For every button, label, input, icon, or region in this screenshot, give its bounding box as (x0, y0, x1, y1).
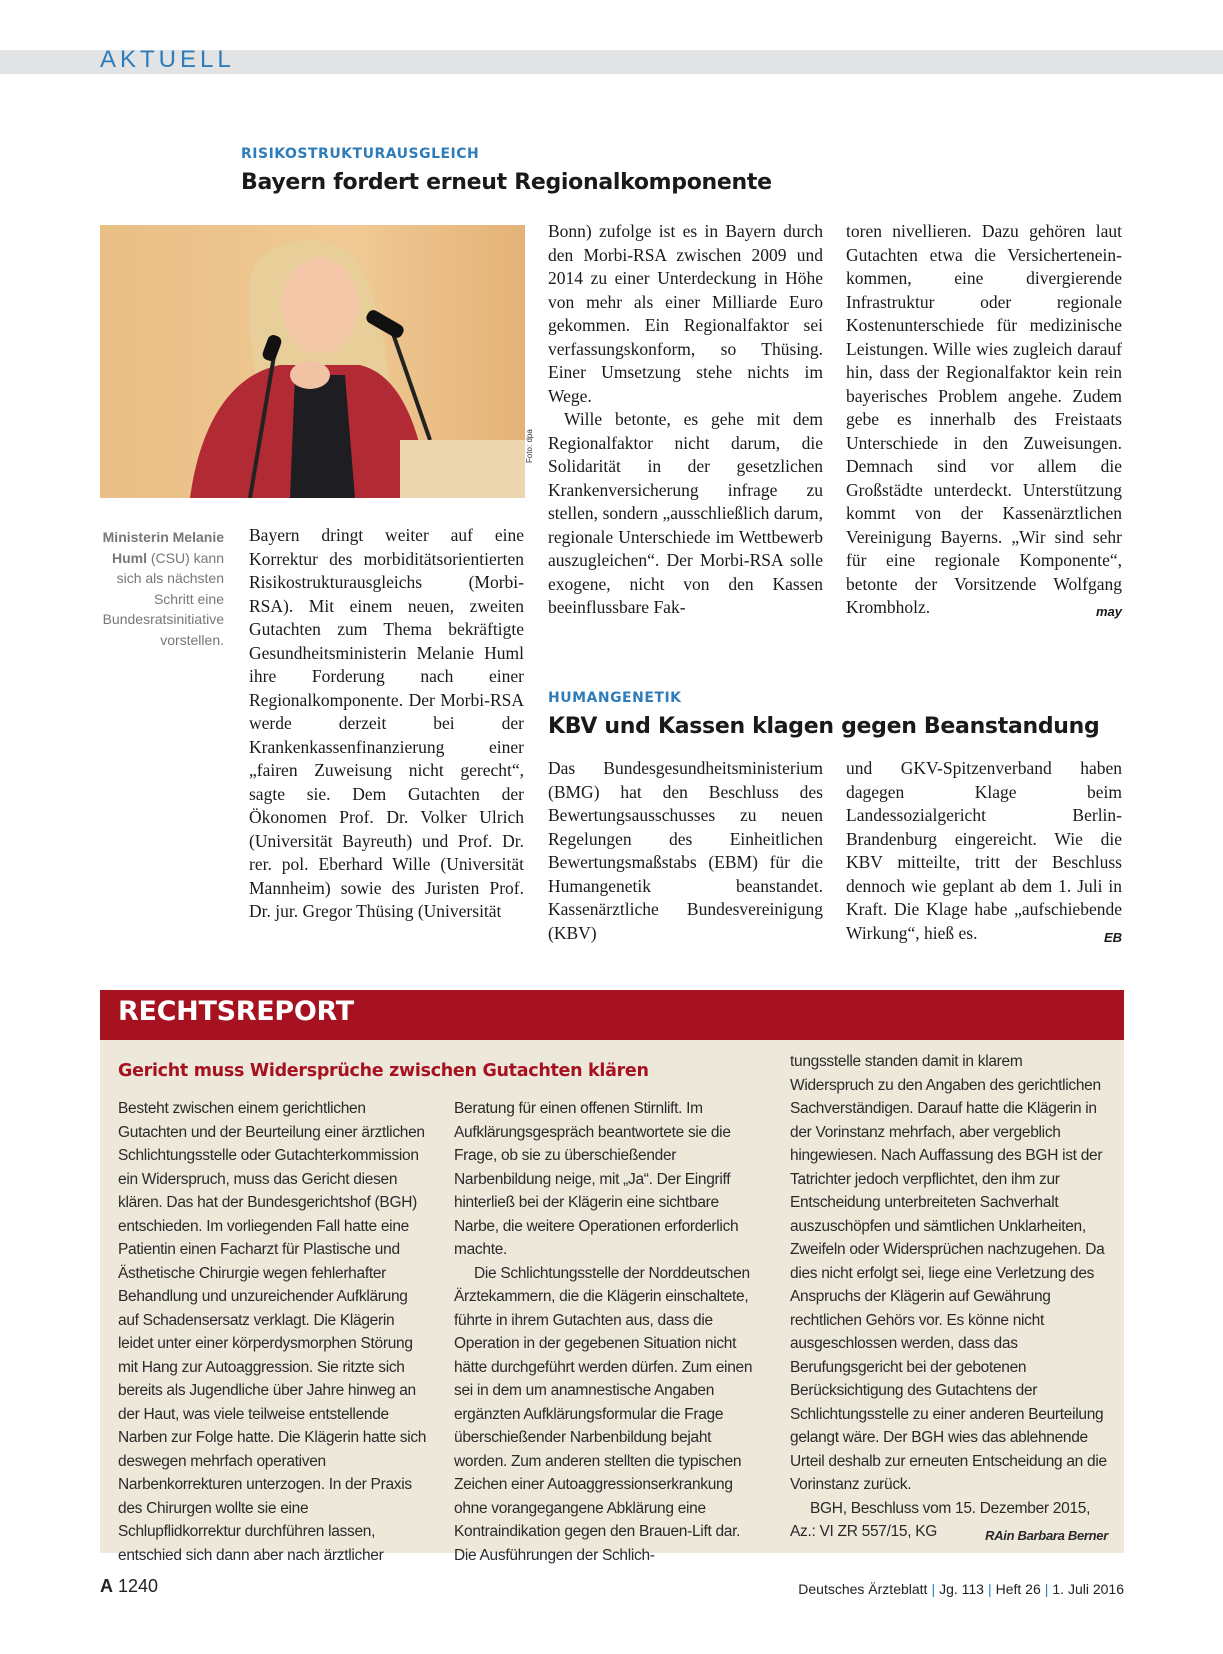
rechtsreport-col1 (118, 1097, 430, 1567)
rechtsreport-col3 (790, 1050, 1108, 1548)
footer-journal: Deutsches Ärzteblatt (798, 1581, 928, 1597)
article1-col2-p2: Wille betonte, es gehe mit dem Regionalfaktor nicht darum, die Solidarität in der gesetzlichen Krankenversicherung infrage zu stellen, sondern „ausschließlich darum, regionale Unterschiede im Wettbewerb auszugleichen“. Der Morbi-RSA solle exogene, nicht von den Kassen beeinflussbare Fak- (548, 409, 823, 617)
rechtsreport-col2 (454, 1097, 766, 1567)
article2-col1-text: Das Bundesgesundheitsministerium (BMG) hat den Beschluss des Bewertungsausschusses zu neuen Regelungen des Einheitlichen Bewertungsmaßstabs (EBM) für die Humangenetik beanstandet. Kassenärztliche Bundesvereinigung (KBV) (548, 758, 823, 943)
section-label: AKTUELL (100, 46, 235, 73)
article2-headline: KBV und Kassen klagen gegen Beanstandung (548, 714, 1100, 739)
footer-date: 1. Juli 2016 (1052, 1581, 1124, 1597)
rechtsreport-col2-p2: Die Schlichtungsstelle der Norddeutschen Ärztekammern, die die Klägerin einschaltete, führte in ihrem Gutachten aus, dass die Operation in der gegebenen Situation nicht hätte durchgeführt werden dürfen. Zum einen sei in dem um anamnestische Angaben ergänzten Aufklärungsformular die Frage überschießender Narbenbildung bejaht worden. Zum anderen stellten die typischen Zeichen einer Autoaggressionserkrankung ohne vorangegangene Abklärung eine Kontraindikation gegen den Brauen-Lift dar. Die Ausführungen der Schlich- (454, 1264, 753, 1564)
footer-volume: Jg. 113 (939, 1581, 984, 1597)
rechtsreport-col3-p2: BGH, Beschluss vom 15. Dezember 2015, Az.: VI ZR 557/15, KG (790, 1499, 1091, 1540)
article2-col2-text: und GKV-Spitzenverband haben dagegen Klage beim Landessozialgericht Berlin-Brandenburg eingereicht. Wie die KBV mitteilte, tritt der Beschluss dennoch wie geplant ab dem 1. Juli in Kraft. Die Klage habe „aufschiebende Wirkung“, hieß es. (846, 758, 1122, 943)
rechtsreport-headline: Gericht muss Widersprüche zwischen Gutachten klären (118, 1061, 649, 1081)
rechtsreport-col3-p1: tungsstelle standen damit in klarem Widerspruch zu den Angaben des gerichtlichen Sachverständigen. Darauf hatte die Klägerin in der Vorinstanz mehrfach, aber vergeblich hingewiesen. Nach Auffassung des BGH ist der Tatrichter jedoch verpflichtet, den ihm zur Entscheidung unterbreiteten Sachverhalt auszuschöpfen und sämtlichen Unklarheiten, Zweifeln oder Widersprüchen nachzugehen. Da dies nicht erfolgt sei, liege eine Verletzung des Anspruchs der Klägerin auf Gewährung rechtlichen Gehörs vor. Es könne nicht ausgeschlossen werden, dass das Berufungsgericht bei der gebotenen Berücksichtigung des Gutachtens der Schlichtungsstelle zu einer anderen Beurteilung gelangt wäre. Der BGH wies das ablehnende Urteil deshalb zur erneuten Entscheidung an die Vorinstanz zurück. (790, 1053, 1107, 1493)
article1-col2-p1: Bonn) zufolge ist es in Bayern durch den Morbi-RSA zwischen 2009 und 2014 zu einer Unterdeckung in Höhe von mehr als einer Milliarde Euro gekommen. Ein Regionalfaktor sei verfassungskonform, so Thüsing. Einer Umsetzung stehe nichts im Wege. (548, 221, 823, 406)
article1-col2 (548, 220, 823, 620)
article2-kicker: HUMANGENETIK (548, 690, 682, 706)
photo-caption (96, 527, 224, 650)
page-number-value: 1240 (118, 1576, 159, 1596)
photo-credit: Foto: dpa (525, 429, 534, 463)
article1-col1-text: Bayern dringt weiter auf eine Korrektur des morbiditätsorientierten Risikostrukturausgleichs (Morbi-RSA). Mit einem neuen, zweiten Gutachten zum Thema bekräftigte Gesundheitsministerin Melanie Huml ihre Forderung nach einer Regionalkomponente. Der Morbi-RSA werde derzeit bei der Krankenkassenfinanzierung einer „fairen Zuweisung nicht gerecht“, sagte sie. Dem Gutachten der Ökonomen Prof. Dr. Volker Ulrich (Universität Bayreuth) und Prof. Dr. rer. pol. Eberhard Wille (Universität Mannheim) sowie des Juristen Prof. Dr. jur. Gregor Thüsing (Universität (249, 525, 524, 921)
rechtsreport-title: RECHTSREPORT (118, 996, 354, 1027)
page-prefix: A (100, 1576, 113, 1596)
rechtsreport-col2-p1: Beratung für einen offenen Stirnlift. Im Aufklärungsgespräch beantwortete sie die Frage, ob sie zu überschießender Narbenbildung neige, mit „Ja“. Der Eingriff hinterließ bei der Klägerin eine sichtbare Narbe, die weitere Operationen erforderlich machte. (454, 1100, 739, 1258)
page-number (100, 1576, 158, 1597)
article1-author: may (1095, 604, 1122, 619)
footer-issue: Heft 26 (995, 1581, 1041, 1597)
article1-col3 (846, 220, 1122, 624)
footer-citation: Deutsches Ärzteblatt | Jg. 113 | Heft 26 | 1. Juli 2016 (798, 1581, 1124, 1597)
article1-kicker: RISIKOSTRUKTURAUSGLEICH (241, 146, 480, 162)
article2-col2 (846, 757, 1122, 949)
article1-photo (100, 225, 525, 498)
rechtsreport-col1-text: Besteht zwischen einem gerichtlichen Gutachten und der Beurteilung einer ärztlichen Schlichtungsstelle oder Gutachterkommission ein Widerspruch, muss das Gericht diesen klären. Das hat der Bundesgerichtshof (BGH) entschieden. Im vorliegenden Fall hatte eine Patientin einen Facharzt für Plastische und Ästhetische Chirurgie wegen fehlerhafter Behandlung und unzureichender Aufklärung auf Schadensersatz verklagt. Die Klägerin leidet unter einer körperdysmorphen Störung mit Hang zur Autoaggression. Sie ritzte sich bereits als Jugendliche über Jahre hinweg an der Haut, was viele teilweise entstellende Narben zur Folge hatte. Die Klägerin hatte sich deswegen mehrfach operativen Narbenkorrekturen unterzogen. In der Praxis des Chirurgen wollte sie eine Schlupflidkorrektur durchführen lassen, entschied sich dann aber nach ärztlicher (118, 1100, 427, 1564)
article2-author: EB (1103, 929, 1122, 945)
article1-headline: Bayern fordert erneut Regionalkomponente (241, 170, 772, 195)
caption-text: (CSU) kann sich als nächsten Schritt eine Bundesratsinitiative vorstellen. (102, 549, 224, 648)
caption-name: Ministerin Melanie Huml (102, 529, 224, 566)
article1-col1 (249, 524, 524, 924)
rechtsreport-author: RAin Barbara Berner (985, 1528, 1108, 1543)
article2-col1 (548, 757, 823, 945)
article1-col3-text: toren nivellieren. Dazu gehören laut Gutachten etwa die Versicherteneinkommen, eine divergierende Infrastruktur oder regionale Kostenunterschiede für medizinische Leistungen. Wille wies zugleich darauf hin, dass der Regionalfaktor kein rein bayerisches Problem angehe. Zudem gebe es innerhalb des Freistaats Unterschiede in den Zuweisungen. Demnach sind vor allem die Großstädte unterdeckt. Unterstützung kommt von der Kassenärztlichen Vereinigung Bayerns. „Wir sind sehr für eine regionale Komponente“, betonte der Vorsitzende Wolfgang Krombholz. (846, 221, 1122, 617)
